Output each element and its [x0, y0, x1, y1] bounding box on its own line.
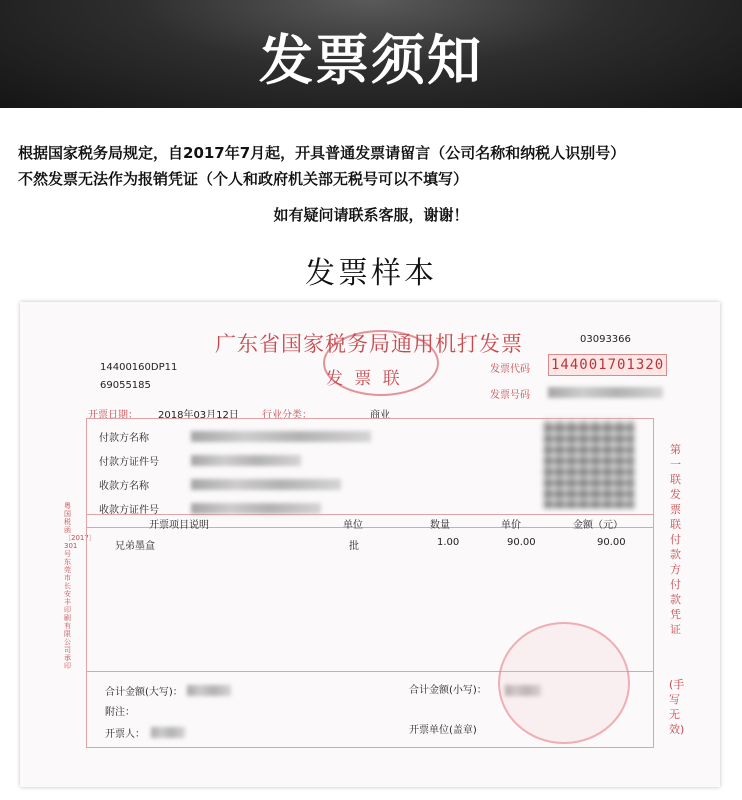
col-unit: 单位	[343, 520, 363, 531]
printer-vertical-text: 粤国税函〔2017〕301号 东莞市长安丰印刷有限公司承印	[64, 502, 96, 670]
total-upper-blurred	[187, 685, 231, 696]
copy-side-text: 第一联 发票联 付款方付款凭证	[670, 443, 681, 636]
invoice-title: 广东省国家税务局通用机打发票	[215, 332, 523, 356]
row-item: 兄弟墨盒	[115, 541, 155, 552]
payer-id-label: 付款方证件号	[99, 457, 159, 468]
payer-name-blurred	[191, 431, 371, 442]
invoice-sample-image	[20, 302, 720, 787]
date-value: 2018年03月12日	[158, 410, 239, 421]
payer-id-blurred	[191, 455, 301, 466]
invoice-number-blurred	[548, 387, 663, 398]
header-banner	[0, 0, 742, 108]
invoice-number-top: 03093366	[580, 334, 631, 345]
payee-name-label: 收款方名称	[99, 481, 149, 492]
row-price: 90.00	[507, 537, 536, 548]
issuer-unit-label: 开票单位(盖章)	[409, 725, 477, 736]
col-qty: 数量	[430, 520, 450, 531]
banner-title: 发票须知	[259, 29, 483, 92]
invoice-code: 144001701320	[548, 354, 667, 376]
col-amount: 金额（元）	[573, 520, 623, 531]
payee-name-blurred	[191, 479, 341, 490]
left-code-2: 69055185	[100, 380, 151, 391]
sample-title: 发票样本	[305, 256, 437, 291]
industry-value: 商业	[370, 410, 390, 421]
qr-code-blurred	[544, 420, 634, 508]
invoice-number-label: 发票号码	[490, 390, 530, 401]
payer-name-label: 付款方名称	[99, 433, 149, 444]
contact-note: 如有疑问请联系客服，谢谢！	[273, 206, 469, 224]
payee-id-blurred	[191, 503, 321, 514]
issuer-blurred	[151, 727, 185, 738]
total-upper-label: 合计金额(大写)：	[105, 687, 183, 698]
notice-line-1: 根据国家税务局规定，自2017年7月起，开具普通发票请留言（公司名称和纳税人识别号）	[18, 144, 626, 162]
notice-line-2: 不然发票无法作为报销凭证（个人和政府机关部无税号可以不填写）	[18, 170, 469, 188]
row-unit: 批	[349, 541, 359, 552]
payee-id-label: 收款方证件号	[99, 505, 159, 516]
handwritten-invalid-note: (手写无效)	[669, 678, 685, 736]
industry-label: 行业分类：	[262, 410, 312, 421]
company-stamp	[498, 622, 630, 744]
row-qty: 1.00	[437, 537, 460, 548]
remark-label: 附注：	[105, 707, 135, 718]
col-item: 开票项目说明	[149, 520, 209, 531]
left-code-1: 14400160DP11	[100, 362, 178, 373]
issuer-label: 开票人：	[105, 729, 145, 740]
col-price: 单价	[501, 520, 521, 531]
total-lower-label: 合计金额(小写)：	[409, 685, 487, 696]
invoice-code-label: 发票代码	[490, 364, 530, 375]
invoice-subtitle: 发 票 联	[326, 369, 403, 389]
date-label: 开票日期：	[88, 410, 138, 421]
row-amount: 90.00	[597, 537, 626, 548]
